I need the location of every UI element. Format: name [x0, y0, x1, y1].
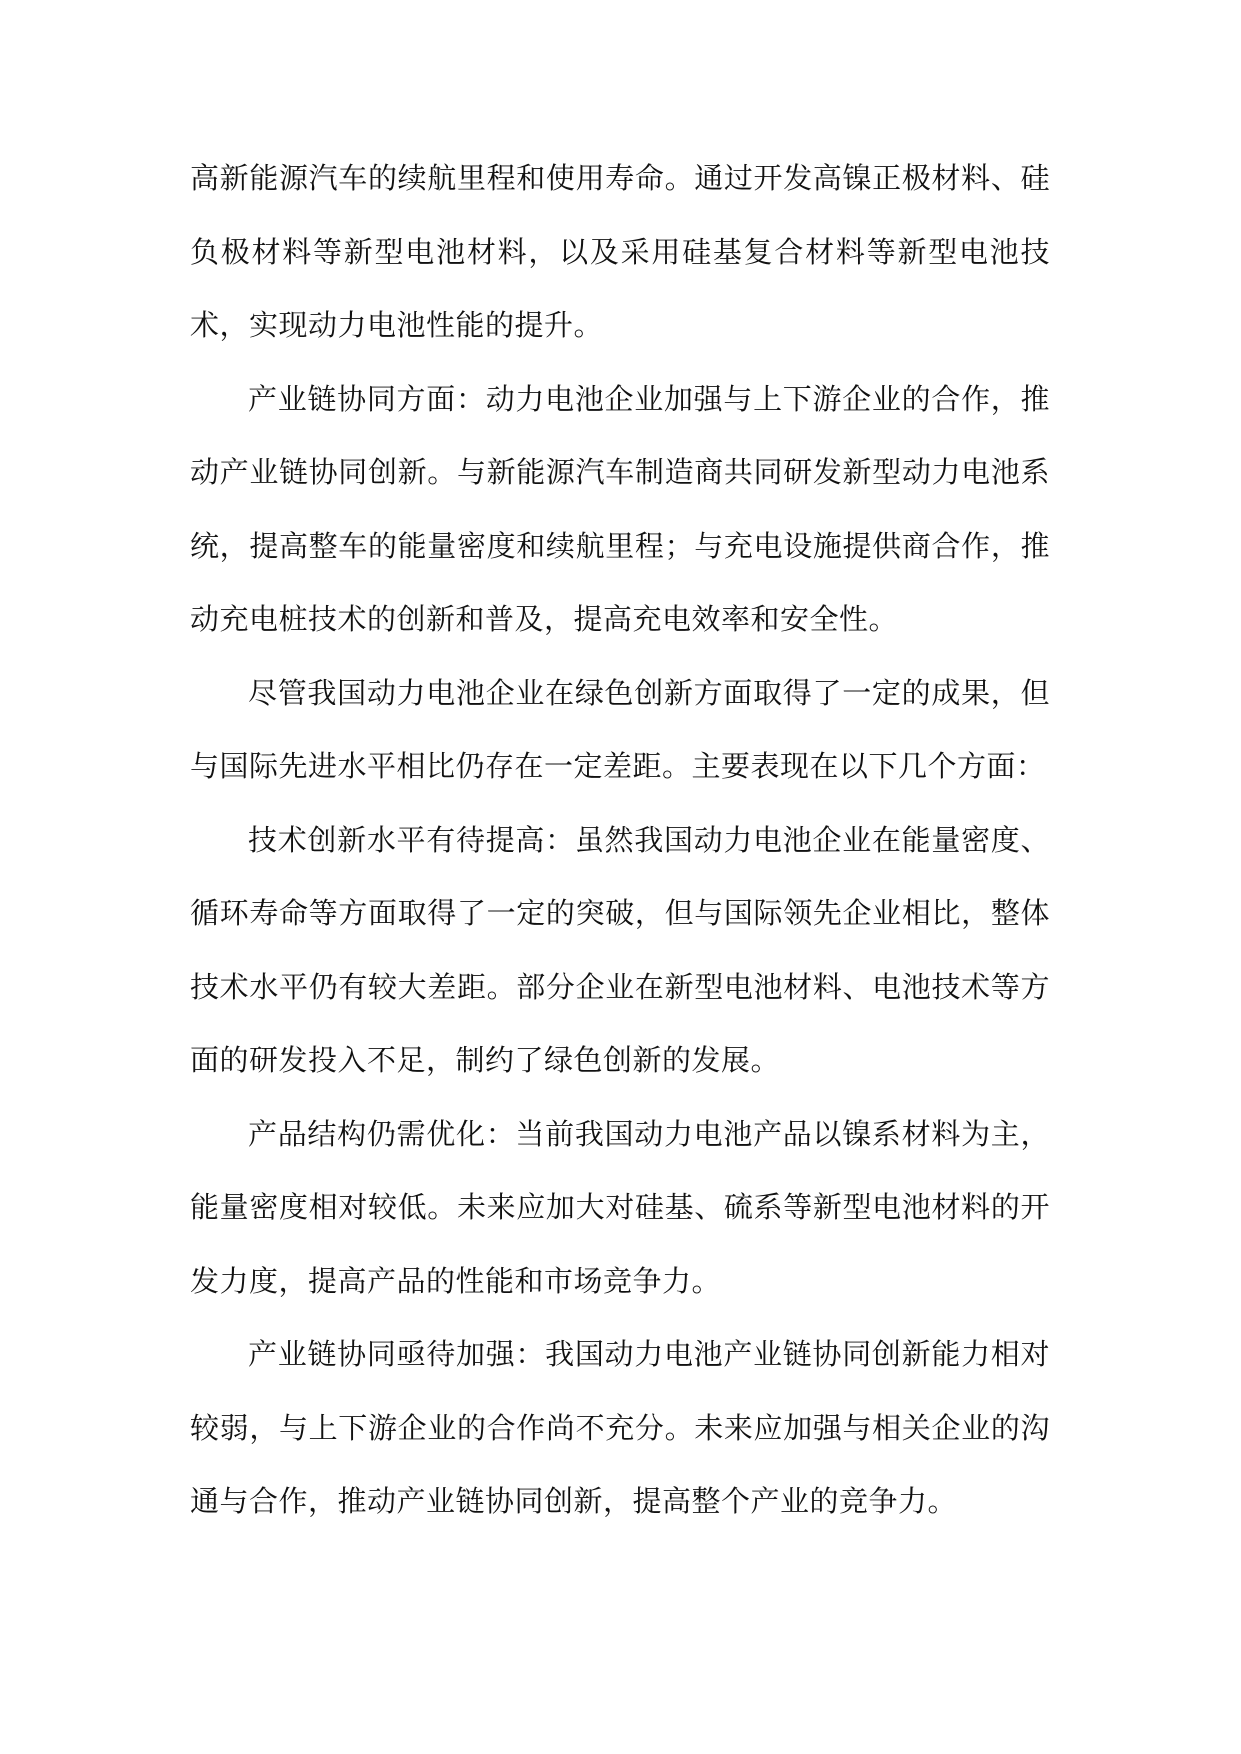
paragraph-product-structure: 产品结构仍需优化：当前我国动力电池产品以镍系材料为主，能量密度相对较低。未来应加大对硅基、硫系等新型电池材料的开发力度，提高产品的性能和市场竞争力。	[190, 1116, 1050, 1298]
body-text	[190, 142, 1050, 1539]
paragraph-gap-overview: 尽管我国动力电池企业在绿色创新方面取得了一定的成果，但与国际先进水平相比仍存在一定差距。主要表现在以下几个方面：	[190, 675, 1050, 783]
paragraph-chain-strengthening: 产业链协同亟待加强：我国动力电池产业链协同创新能力相对较弱，与上下游企业的合作尚不充分。未来应加强与相关企业的沟通与合作，推动产业链协同创新，提高整个产业的竞争力。	[190, 1337, 1050, 1518]
paragraph-tech-innovation: 技术创新水平有待提高：虽然我国动力电池企业在能量密度、循环寿命等方面取得了一定的突破，但与国际领先企业相比，整体技术水平仍有较大差距。部分企业在新型电池材料、电池技术等方面的研发投入不足，制约了绿色创新的发展。	[190, 822, 1050, 1077]
paragraph-industry-chain-collaboration: 产业链协同方面：动力电池企业加强与上下游企业的合作，推动产业链协同创新。与新能源汽车制造商共同研发新型动力电池系统，提高整车的能量密度和续航里程；与充电设施提供商合作，推动充电桩技术的创新和普及，提高充电效率和安全性。	[190, 381, 1050, 636]
paragraph-continued: 高新能源汽车的续航里程和使用寿命。通过开发高镍正极材料、硅负极材料等新型电池材料，以及采用硅基复合材料等新型电池技术，实现动力电池性能的提升。	[190, 161, 1050, 342]
